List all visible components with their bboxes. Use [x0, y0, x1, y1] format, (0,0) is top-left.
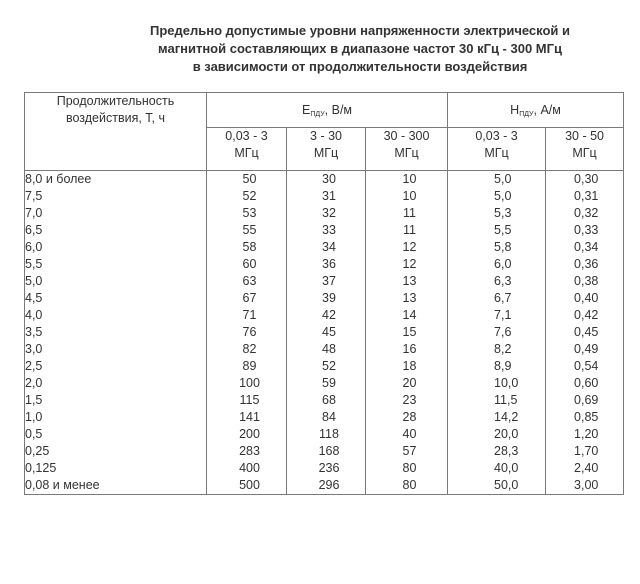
table-cell: 59 [322, 376, 336, 390]
table-cell: 23 [402, 393, 417, 407]
table-cell: 7,6 [494, 325, 512, 339]
table-cell: 3,5 [25, 325, 43, 339]
table-cell: 11 [403, 223, 416, 237]
table-cell: 1,0 [25, 410, 43, 424]
table-cell: 42 [322, 308, 336, 322]
table-cell: 7,0 [25, 206, 43, 220]
table-cell: 37 [322, 274, 336, 288]
table-cell: 0,85 [574, 410, 599, 424]
table-cell: 7,5 [25, 189, 43, 203]
table-cell: 0,38 [574, 274, 599, 288]
table-cell: 500 [239, 478, 260, 492]
h-unit: , А/м [533, 102, 561, 117]
table-cell: 8,9 [494, 359, 512, 373]
table-cell: 0,42 [574, 308, 599, 322]
table-cell: 34 [322, 240, 336, 254]
table-cell: 8,0 и более [25, 172, 92, 186]
table-cell: 0,40 [574, 291, 599, 305]
table-cell: 33 [322, 223, 336, 237]
table-cell: 40 [402, 427, 417, 441]
title-line-1: Предельно допустимые уровни напряженности электрической и [149, 23, 571, 38]
table-cell: 3,00 [574, 478, 599, 492]
subheader-unit: МГц [484, 146, 509, 160]
table-cell: 68 [322, 393, 336, 407]
table-cell: 400 [239, 461, 260, 475]
table-cell: 20,0 [494, 427, 519, 441]
table-cell: 3,0 [25, 342, 43, 356]
norms-table [24, 92, 624, 495]
table-cell: 57 [402, 444, 417, 458]
subheader-unit: МГц [234, 146, 259, 160]
table-cell: 10,0 [494, 376, 519, 390]
table-cell: 28,3 [494, 444, 519, 458]
table-cell: 50,0 [494, 478, 519, 492]
subheader-range: 3 - 30 [310, 129, 342, 143]
subheader-h-30-50 [546, 128, 624, 171]
subheader-e-3-30 [287, 128, 366, 171]
table-cell: 40,0 [494, 461, 519, 475]
table-cell: 36 [322, 257, 336, 271]
table-cell: 55 [242, 223, 257, 237]
table-cell: 5,8 [494, 240, 512, 254]
subheader-unit: МГц [394, 146, 419, 160]
table-cell: 0,36 [574, 257, 599, 271]
table-cell: 11,5 [494, 393, 518, 407]
title-line-3: в зависимости от продолжительности воздействия [192, 59, 528, 74]
duration-header [25, 93, 207, 171]
table-cell: 168 [318, 444, 340, 458]
table-cell: 76 [242, 325, 257, 339]
table-cell: 12 [402, 240, 417, 254]
table-cell: 10 [402, 172, 417, 186]
table-cell: 0,49 [574, 342, 599, 356]
table-cell: 115 [239, 393, 260, 407]
table-cell: 82 [242, 342, 257, 356]
table-cell: 6,0 [25, 240, 43, 254]
e-subscript: ПДУ [310, 110, 325, 118]
table-cell: 4,0 [25, 308, 43, 322]
table-cell: 7,1 [494, 308, 512, 322]
table-cell: 5,3 [494, 206, 512, 220]
table-cell: 67 [242, 291, 257, 305]
table-cell: 0,34 [574, 240, 599, 254]
subheader-range: 0,03 - 3 [475, 129, 518, 143]
table-cell: 10 [402, 189, 417, 203]
table-cell: 2,5 [25, 359, 43, 373]
table-cell: 60 [242, 257, 257, 271]
table-cell: 63 [242, 274, 257, 288]
table-cell: 13 [402, 291, 417, 305]
e-3-30-column [287, 171, 366, 495]
subheader-h-0-03-3 [448, 128, 546, 171]
table-cell: 1,70 [574, 444, 599, 458]
e-group-header [207, 93, 448, 128]
table-cell: 18 [402, 359, 417, 373]
table-cell: 28 [402, 410, 417, 424]
subheader-e-30-300 [366, 128, 448, 171]
table-cell: 0,32 [574, 206, 599, 220]
h-symbol: Н [510, 102, 520, 117]
table-cell: 13 [402, 274, 417, 288]
table-cell: 45 [322, 325, 336, 339]
table-cell: 1,5 [25, 393, 43, 407]
table-cell: 14 [402, 308, 417, 322]
subheader-range: 0,03 - 3 [225, 129, 268, 143]
table-cell: 5,0 [494, 172, 512, 186]
table-cell: 6,0 [494, 257, 512, 271]
e-0-03-3-column [207, 171, 287, 495]
table-cell: 6,7 [494, 291, 512, 305]
table-cell: 5,0 [25, 274, 43, 288]
subheader-range: 30 - 300 [383, 129, 430, 143]
table-cell: 8,2 [494, 342, 512, 356]
h-0-03-3-column [448, 171, 546, 495]
table-cell: 5,5 [494, 223, 512, 237]
table-cell: 31 [322, 189, 336, 203]
table-cell: 5,5 [25, 257, 43, 271]
table-cell: 52 [242, 189, 257, 203]
table-cell: 1,20 [574, 427, 599, 441]
table-cell: 53 [242, 206, 257, 220]
table-cell: 0,25 [25, 444, 50, 458]
table-cell: 0,125 [25, 461, 57, 475]
table-cell: 50 [242, 172, 257, 186]
subheader-unit: МГц [572, 146, 597, 160]
table-cell: 100 [239, 376, 260, 390]
table-cell: 52 [322, 359, 336, 373]
h-subscript: ПДУ [519, 110, 534, 118]
table-cell: 80 [402, 461, 417, 475]
table-cell: 30 [322, 172, 336, 186]
table-cell: 14,2 [494, 410, 519, 424]
table-cell: 39 [322, 291, 336, 305]
subheader-e-0-03-3 [207, 128, 287, 171]
subheader-unit: МГц [313, 146, 339, 160]
table-cell: 58 [242, 240, 257, 254]
document-title [100, 22, 620, 76]
table-cell: 0,08 и менее [25, 478, 100, 492]
table-cell: 2,0 [25, 376, 43, 390]
table-cell: 0,54 [574, 359, 599, 373]
table-cell: 0,60 [574, 376, 599, 390]
table-cell: 16 [402, 342, 417, 356]
table-cell: 2,40 [574, 461, 599, 475]
table-cell: 0,33 [574, 223, 599, 237]
table-cell: 200 [239, 427, 260, 441]
table-cell: 0,30 [574, 172, 599, 186]
table-cell: 0,31 [574, 189, 599, 203]
table-cell: 141 [239, 410, 260, 424]
table-cell: 84 [322, 410, 336, 424]
table-cell: 0,5 [25, 427, 43, 441]
table-cell: 118 [319, 427, 339, 441]
table-cell: 20 [402, 376, 417, 390]
table-cell: 89 [242, 359, 257, 373]
table-cell: 11 [403, 206, 416, 220]
subheader-range: 30 - 50 [565, 129, 604, 143]
table-cell: 6,3 [494, 274, 512, 288]
table-cell: 296 [318, 478, 340, 492]
table-cell: 6,5 [25, 223, 43, 237]
e-unit: , В/м [324, 102, 353, 117]
duration-header-line-1: Продолжительность [56, 94, 175, 108]
table-cell: 0,45 [574, 325, 599, 339]
e-30-300-column [366, 171, 448, 495]
table-cell: 71 [242, 308, 257, 322]
title-line-2: магнитной составляющих в диапазоне частот 30 кГц - 300 МГц [158, 41, 562, 56]
duration-column [25, 171, 207, 495]
e-symbol: Е [302, 102, 311, 117]
table-cell: 12 [402, 257, 417, 271]
h-group-header [448, 93, 624, 128]
table-cell: 4,5 [25, 291, 43, 305]
h-30-50-column [546, 171, 624, 495]
table-cell: 236 [318, 461, 340, 475]
table-cell: 5,0 [494, 189, 512, 203]
table-cell: 283 [239, 444, 260, 458]
table-cell: 80 [402, 478, 417, 492]
duration-header-line-2: воздействия, Т, ч [65, 111, 166, 125]
table-cell: 32 [322, 206, 336, 220]
table-cell: 0,69 [574, 393, 599, 407]
table-cell: 15 [402, 325, 417, 339]
table-cell: 48 [322, 342, 336, 356]
